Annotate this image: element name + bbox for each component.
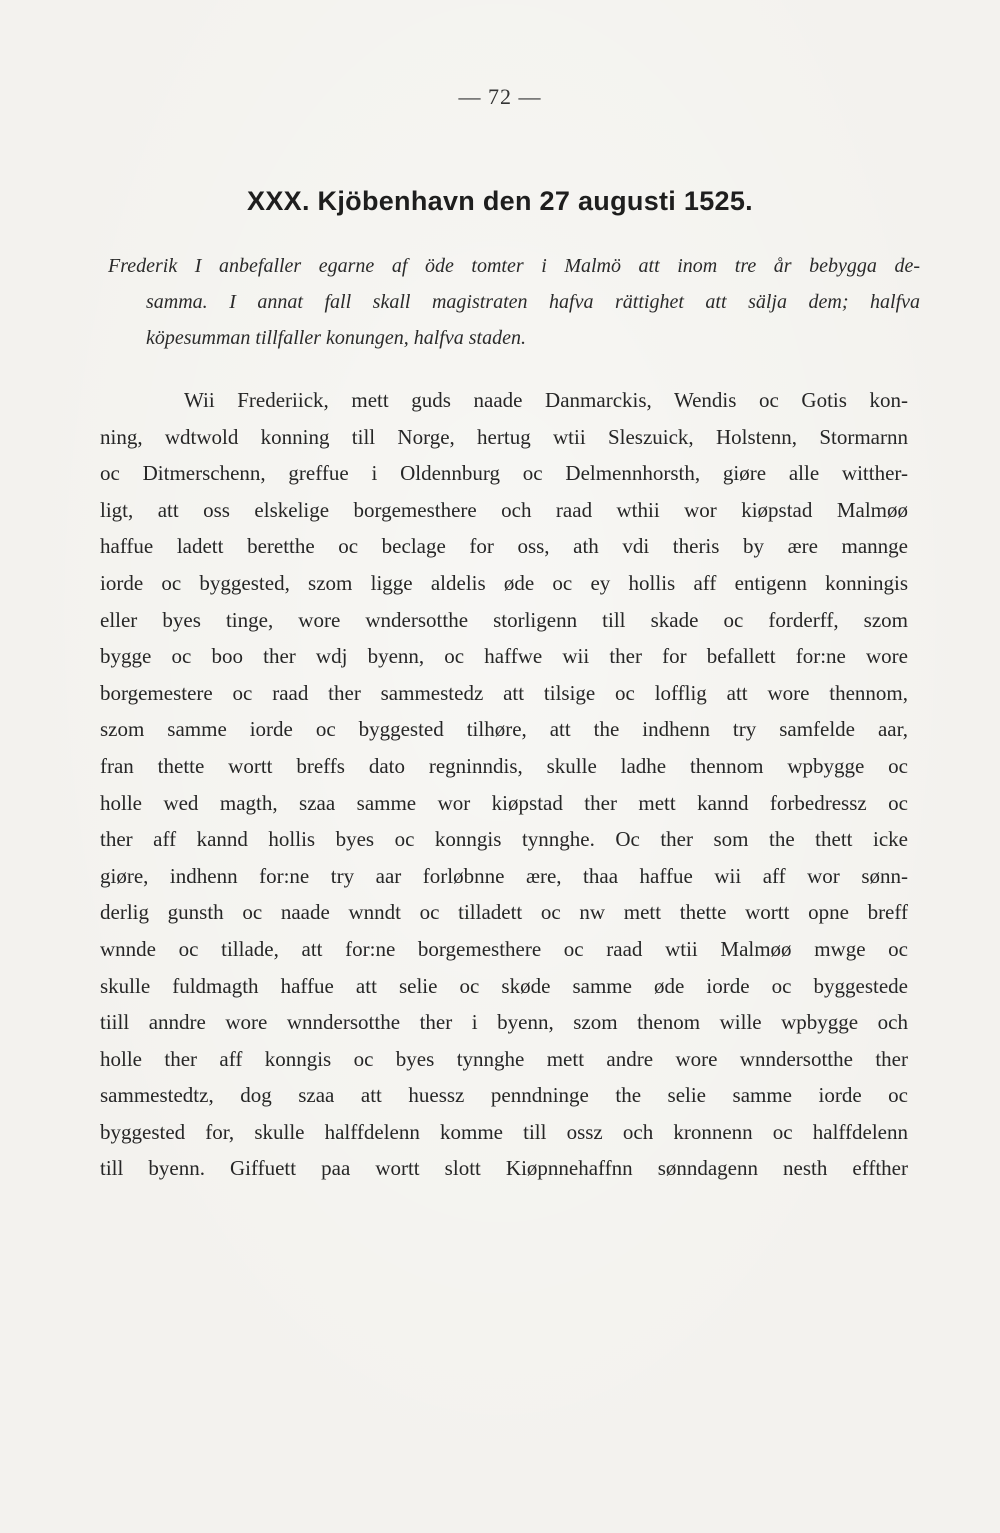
summary-line: samma. I annat fall skall magistraten hafva rättighet att sälja dem; halfva (146, 291, 920, 313)
document-heading: XXX. Kjöbenhavn den 27 augusti 1525. (247, 186, 753, 216)
body-line: ther aff kannd hollis byes oc konngis tynnghe. Oc ther som the thett icke (100, 827, 908, 852)
body-line: sammestedtz, dog szaa att huessz penndninge the selie samme iorde oc (100, 1083, 908, 1108)
document-body (100, 382, 908, 1187)
body-line: fran thette wortt breffs dato regninndis, skulle ladhe thennom wpbygge oc (100, 753, 908, 778)
summary-line: köpesumman tillfaller konungen, halfva staden. (146, 327, 526, 349)
body-line: ning, wdtwold konning till Norge, hertug wtii Sleszuick, Holstenn, Stormarnn (100, 424, 908, 449)
body-line: holle wed magth, szaa samme wor kiøpstad ther mett kannd forbedressz oc (100, 790, 908, 815)
body-line: Wii Frederiick, mett guds naade Danmarckis, Wendis oc Gotis kon- (184, 388, 908, 412)
body-line: haffue ladett beretthe oc beclage for oss, ath vdi theris by ære mannge (100, 534, 908, 559)
body-line: szom samme iorde oc byggested tilhøre, att the indhenn try samfelde aar, (100, 717, 908, 742)
body-line: byggested for, skulle halffdelenn komme till ossz och kronnenn oc halffdelenn (100, 1119, 908, 1144)
body-line: derlig gunsth oc naade wnndt oc tilladett oc nw mett thette wortt opne breff (100, 900, 908, 925)
body-line: bygge oc boo ther wdj byenn, oc haffwe wii ther for befallett for:ne wore (100, 644, 908, 669)
body-line: giøre, indhenn for:ne try aar forløbnne ære, thaa haffue wii aff wor sønn- (100, 863, 908, 888)
body-line: tiill anndre wore wnndersotthe ther i byenn, szom thenom wille wpbygge och (100, 1010, 908, 1035)
body-line: iorde oc byggested, szom ligge aldelis øde oc ey hollis aff entigenn konningis (100, 570, 908, 595)
body-line: wnnde oc tillade, att for:ne borgemesthere oc raad wtii Malmøø mwge oc (100, 936, 908, 961)
body-line: till byenn. Giffuett paa wortt slott Kiøpnnehaffnn sønndagenn nesth effther (100, 1156, 908, 1181)
summary-line: Frederik I anbefaller egarne af öde tomter i Malmö att inom tre år bebygga de- (108, 255, 920, 277)
body-line: borgemestere oc raad ther sammestedz att tilsige oc lofflig att wore thennom, (100, 680, 908, 705)
body-line: holle ther aff konngis oc byes tynnghe mett andre wore wnndersotthe ther (100, 1046, 908, 1071)
document-summary (108, 248, 920, 356)
body-line: ligt, att oss elskelige borgemesthere och raad wthii wor kiøpstad Malmøø (100, 497, 908, 522)
body-line: oc Ditmerschenn, greffue i Oldennburg oc Delmennhorsth, giøre alle witther- (100, 461, 908, 486)
page-number: — 72 — (458, 84, 542, 109)
body-line: eller byes tinge, wore wndersotthe storligenn till skade oc forderff, szom (100, 607, 908, 632)
body-line: skulle fuldmagth haffue att selie oc skøde samme øde iorde oc byggestede (100, 973, 908, 998)
